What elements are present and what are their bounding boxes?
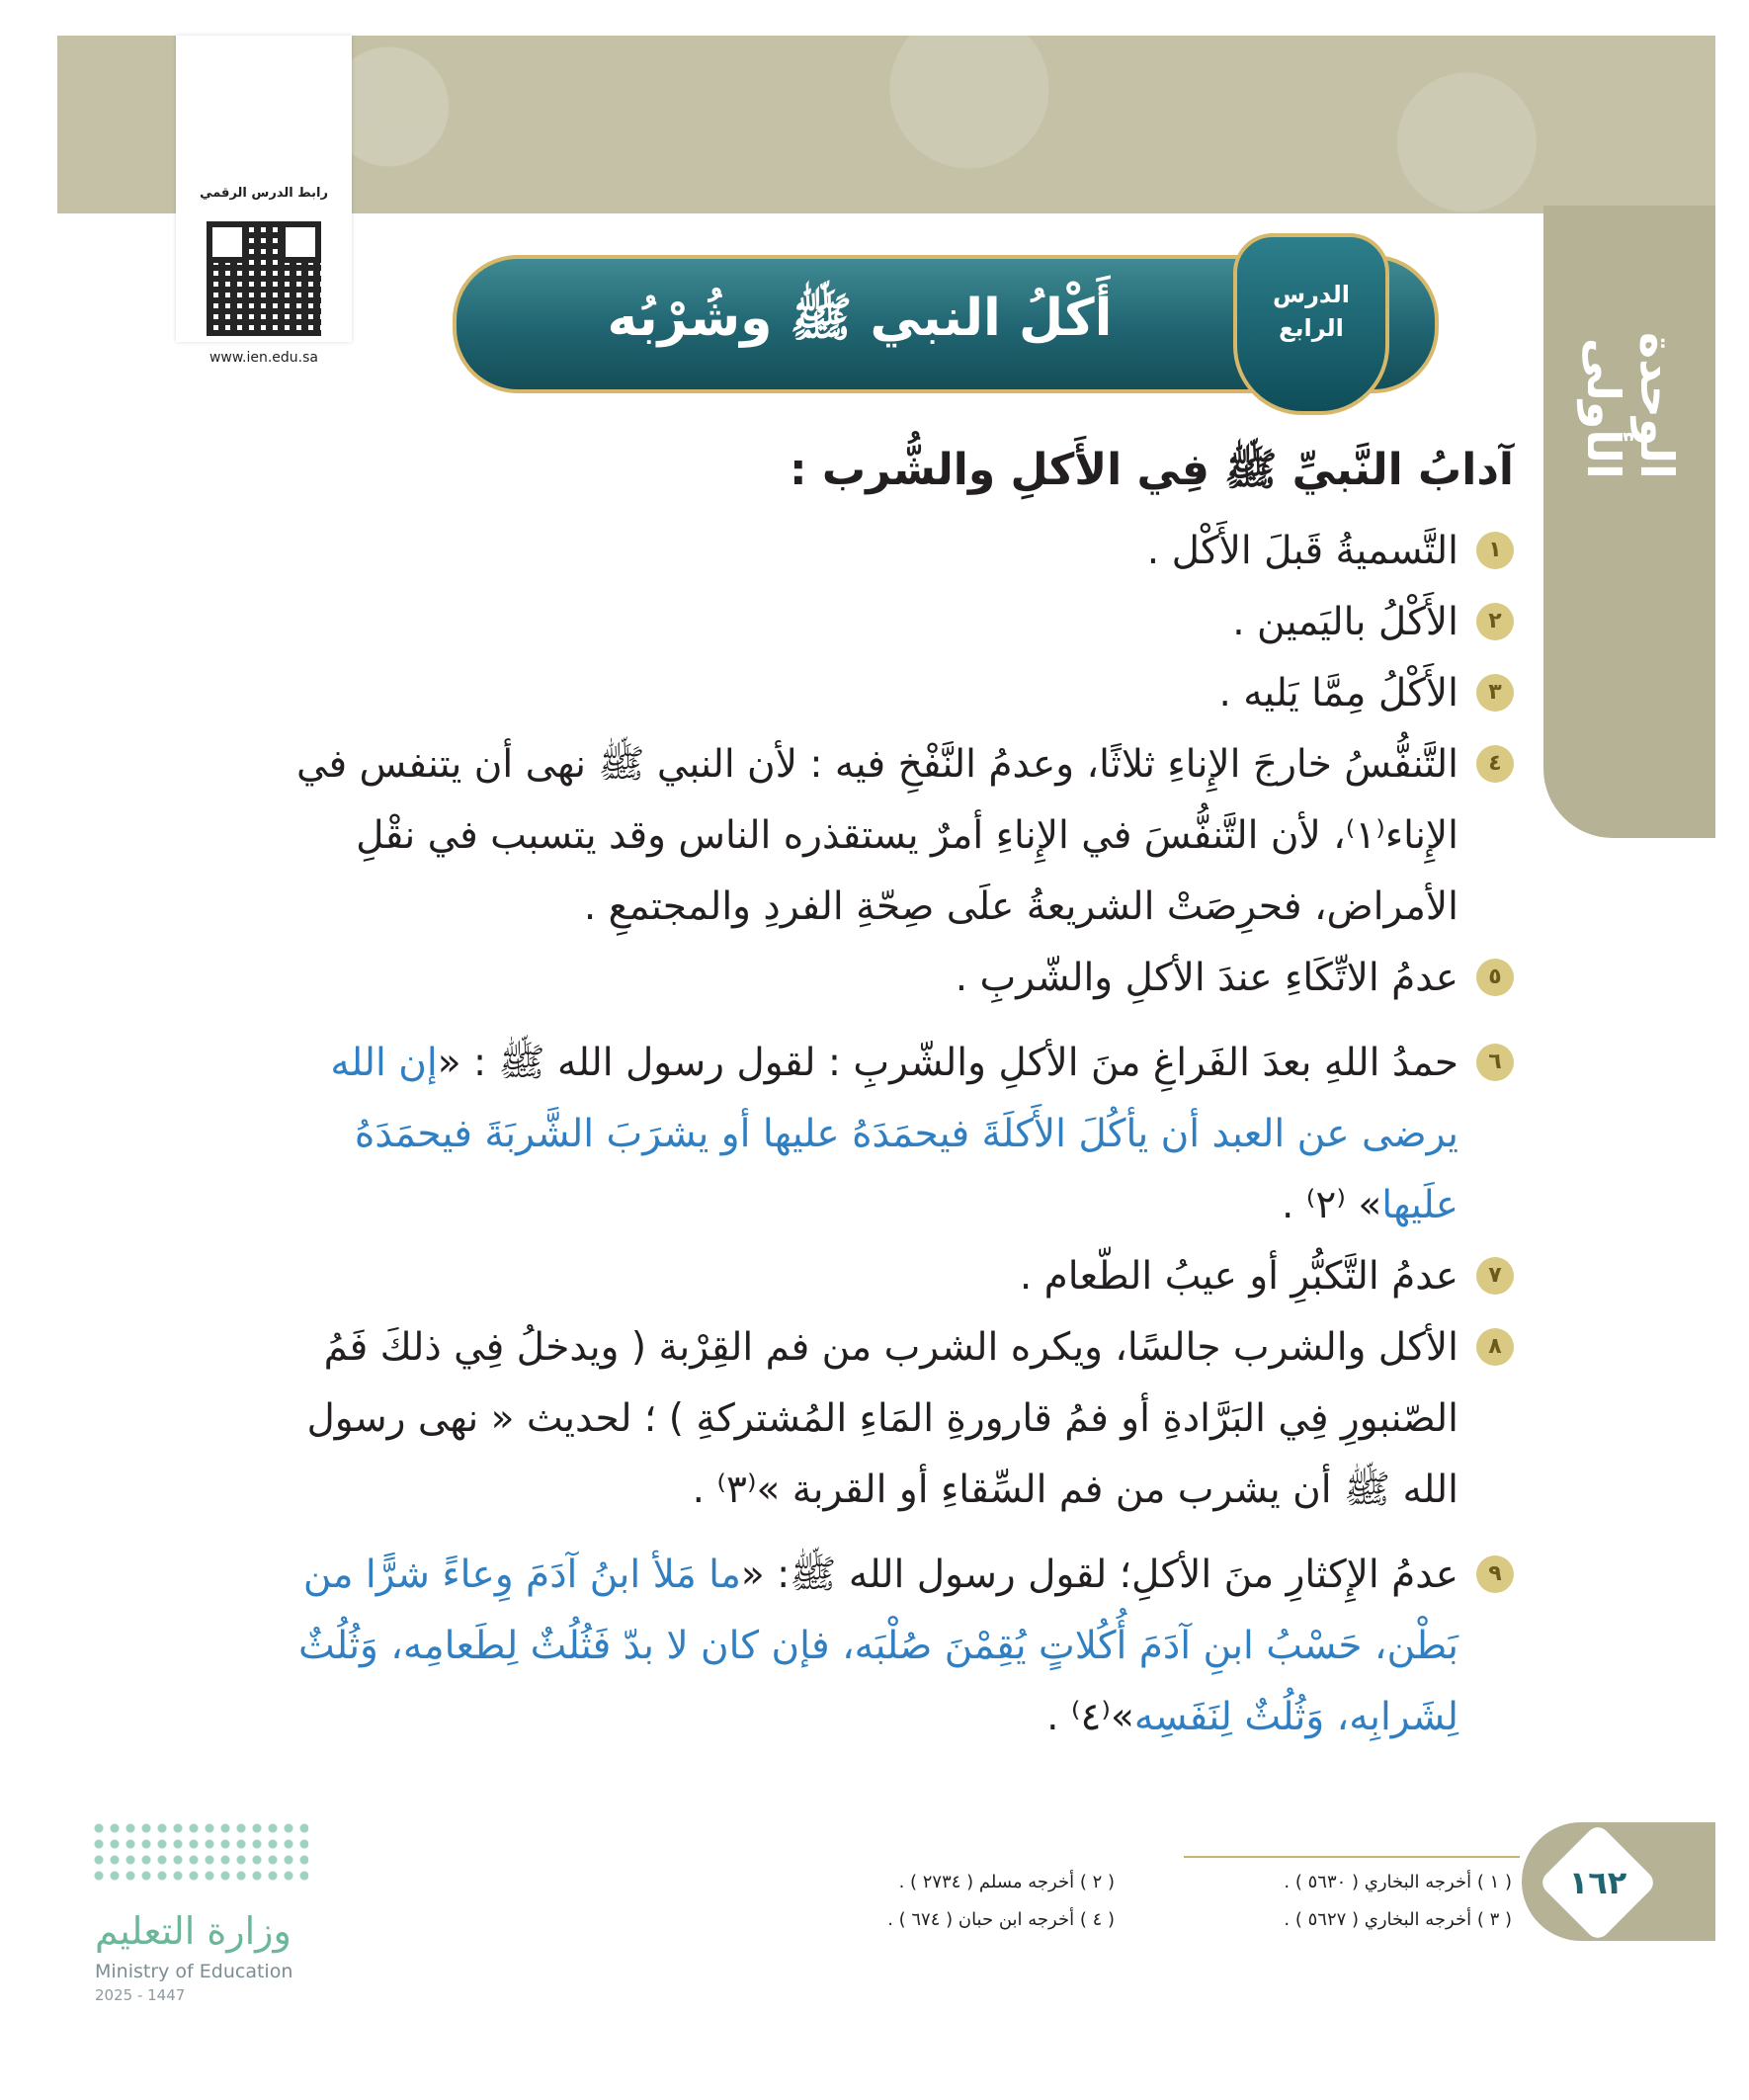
item-text: الأَكْلُ مِمَّا يَليه .: [1218, 671, 1458, 715]
item-text-tail: »⁽٤⁾ .: [1046, 1695, 1134, 1739]
item-text: الأَكْلُ باليَمين .: [1232, 600, 1458, 644]
footnote: ( ٢ ) أخرجه مسلم ( ٢٧٣٤ ) .: [898, 1872, 1115, 1892]
item-text: التَّنفُّسُ خارجَ الإِناءِ ثلاثًا، وعدمُ النَّفْخِ فيه : لأن النبي ﷺ نهى أن يتنفس في الإِناء⁽١⁾، لأن التَّنفُّسَ في الإِناءِ أمرٌ يستقذره الناس وقد يتسبب في نقْلِ الأمراض، فحرِصَتْ الشريعةُ علَى صِحّةِ الفردِ والمجتمعِ .: [296, 742, 1458, 929]
list-item: [259, 658, 1514, 729]
item-text: عدمُ الاتِّكَاءِ عندَ الأكلِ والشّربِ .: [955, 956, 1458, 1000]
list-item: [259, 587, 1514, 658]
item-number-badge: ٨: [1476, 1328, 1514, 1366]
item-number-badge: ٢: [1476, 603, 1514, 640]
unit-title: الوحدة الأولى: [1577, 332, 1684, 479]
lesson-badge: [1233, 233, 1389, 415]
hadith-quote: ما مَلأ ابنُ آدَمَ وِعاءً شرًّا من بَطْن، حَسْبُ ابنِ آدَمَ أُكُلاتٍ يُقِمْنَ صُلْبَه، فإن كان لا بدّ فَثُلُثٌ لِطَعامِه، وَثُلُثٌ لِشَرابِه، وَثُلُثٌ لِنَفَسِه: [298, 1553, 1458, 1739]
list-item: [259, 1312, 1514, 1526]
list-item: [259, 943, 1514, 1014]
ministry-logo-icon: [91, 1820, 308, 1884]
list-item: [259, 516, 1514, 587]
ministry-name-ar: وزارة التعليم: [95, 1909, 292, 1953]
item-number-badge: ٧: [1476, 1257, 1514, 1295]
qr-code-icon[interactable]: [207, 221, 321, 336]
lesson-badge-line2: الرابع: [1279, 314, 1344, 342]
item-number-badge: ١: [1476, 532, 1514, 569]
list-item: [259, 1241, 1514, 1312]
footnote: ( ٣ ) أخرجه البخاري ( ٥٦٢٧ ) .: [1284, 1909, 1512, 1930]
list-item: [259, 729, 1514, 943]
qr-url[interactable]: www.ien.edu.sa: [208, 350, 319, 366]
list-item: [259, 1028, 1514, 1241]
item-number-badge: ٩: [1476, 1555, 1514, 1593]
hadith-quote: إن الله يرضى عن العبد أن يأكُلَ الأَكلَةَ فيحمَدَهُ عليها أو يشرَبَ الشَّربَةَ فيحمَدَهُ علَيها: [330, 1041, 1458, 1227]
ministry-name-en: Ministry of Education: [95, 1961, 293, 1982]
footnote: ( ٤ ) أخرجه ابن حبان ( ٦٧٤ ) .: [887, 1909, 1115, 1930]
item-text: الأكل والشرب جالسًا، ويكره الشرب من فم القِرْبة ( ويدخلُ فِي ذلكَ فَمُ الصّنبورِ فِي البَرَّادةِ أو فمُ قارورةِ المَاءِ المُشتركةِ ) ؛ لحديث « نهى رسول الله ﷺ أن يشرب من فم السِّقاءِ أو القربة »⁽٣⁾ .: [306, 1325, 1458, 1512]
qr-card[interactable]: [176, 36, 352, 366]
item-number-badge: ٤: [1476, 745, 1514, 783]
item-number-badge: ٥: [1476, 959, 1514, 996]
item-text-tail: » ⁽٢⁾ .: [1282, 1183, 1382, 1227]
ministry-year: 2025 - 1447: [95, 1986, 186, 2004]
item-text: التَّسميةُ قَبلَ الأَكْل .: [1146, 529, 1458, 573]
item-number-badge: ٣: [1476, 674, 1514, 712]
lesson-content: [259, 435, 1514, 1753]
footnote-divider: [1184, 1856, 1520, 1858]
lesson-badge-line1: الدرس: [1272, 281, 1351, 308]
item-text: عدمُ الإِكثارِ منَ الأكلِ؛ لقول رسول الله ﷺ: «: [740, 1553, 1458, 1597]
qr-label: رابط الدرس الرقمي: [200, 186, 328, 201]
item-text: حمدُ اللهِ بعدَ الفَراغِ منَ الأكلِ والشّربِ : لقول رسول الله ﷺ : «: [437, 1041, 1458, 1085]
lesson-title: أَكْلُ النبي ﷺ وشُرْبُه: [607, 289, 1113, 348]
list-item: [259, 1540, 1514, 1753]
page-number: ١٦٢: [1568, 1864, 1627, 1901]
footnote: ( ١ ) أخرجه البخاري ( ٥٦٣٠ ) .: [1284, 1872, 1512, 1892]
section-heading: آدابُ النَّبيِّ ﷺ فِي الأَكلِ والشُّرب :: [789, 445, 1514, 495]
item-text: عدمُ التَّكبُّرِ أو عيبُ الطّعام .: [1019, 1254, 1458, 1299]
item-number-badge: ٦: [1476, 1044, 1514, 1081]
